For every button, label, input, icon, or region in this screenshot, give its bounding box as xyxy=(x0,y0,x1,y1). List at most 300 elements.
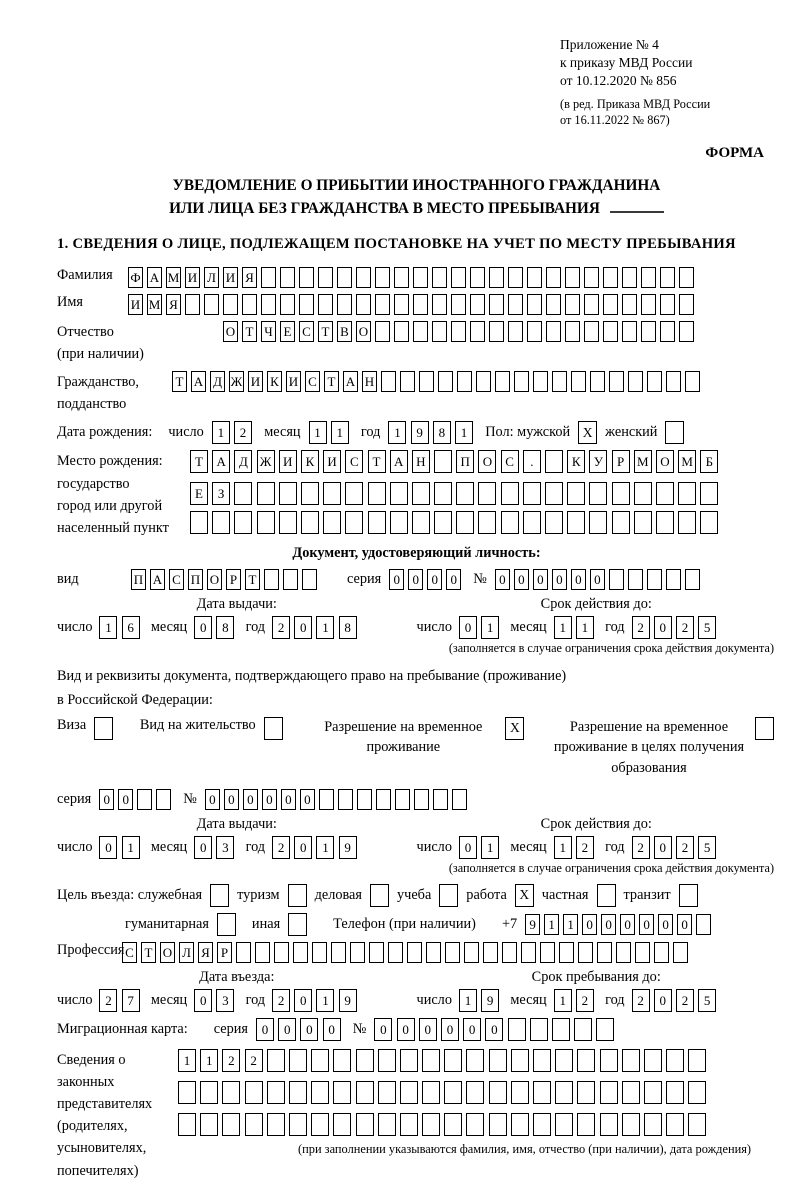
char-cell[interactable] xyxy=(508,1018,526,1041)
char-cell[interactable]: 0 xyxy=(194,836,212,859)
char-cell[interactable] xyxy=(375,267,390,288)
char-cell[interactable] xyxy=(261,294,276,315)
res-issue-day-cells[interactable] xyxy=(99,836,143,859)
char-cell[interactable] xyxy=(523,482,541,505)
char-cell[interactable] xyxy=(323,511,341,534)
char-cell[interactable]: А xyxy=(147,267,162,288)
legal-cells-row-2[interactable] xyxy=(178,1081,751,1104)
char-cell[interactable]: А xyxy=(343,371,358,392)
char-cell[interactable] xyxy=(200,1113,218,1136)
char-cell[interactable]: 2 xyxy=(632,836,650,859)
char-cell[interactable]: 0 xyxy=(485,1018,503,1041)
char-cell[interactable] xyxy=(280,267,295,288)
char-cell[interactable] xyxy=(660,321,675,342)
char-cell[interactable]: 0 xyxy=(300,1018,318,1041)
surname-cells[interactable] xyxy=(128,267,698,288)
char-cell[interactable] xyxy=(333,1049,351,1072)
char-cell[interactable]: 7 xyxy=(122,989,140,1012)
char-cell[interactable] xyxy=(483,942,498,963)
char-cell[interactable]: 6 xyxy=(122,616,140,639)
char-cell[interactable] xyxy=(279,511,297,534)
char-cell[interactable] xyxy=(533,1049,551,1072)
char-cell[interactable] xyxy=(204,294,219,315)
char-cell[interactable]: О xyxy=(356,321,371,342)
char-cell[interactable]: К xyxy=(567,450,585,473)
char-cell[interactable] xyxy=(567,482,585,505)
char-cell[interactable] xyxy=(333,1081,351,1104)
legal-cells-row-3[interactable] xyxy=(178,1113,751,1136)
char-cell[interactable] xyxy=(222,1113,240,1136)
char-cell[interactable] xyxy=(622,1113,640,1136)
char-cell[interactable] xyxy=(622,294,637,315)
char-cell[interactable] xyxy=(603,267,618,288)
char-cell[interactable] xyxy=(634,511,652,534)
char-cell[interactable]: П xyxy=(188,569,203,590)
char-cell[interactable] xyxy=(456,511,474,534)
char-cell[interactable] xyxy=(511,1113,529,1136)
char-cell[interactable] xyxy=(600,1113,618,1136)
char-cell[interactable] xyxy=(478,511,496,534)
char-cell[interactable] xyxy=(688,1113,706,1136)
char-cell[interactable] xyxy=(369,942,384,963)
char-cell[interactable] xyxy=(523,511,541,534)
char-cell[interactable]: 2 xyxy=(272,616,290,639)
char-cell[interactable] xyxy=(589,482,607,505)
char-cell[interactable]: 2 xyxy=(245,1049,263,1072)
purpose-transit-checkbox[interactable] xyxy=(679,884,698,907)
char-cell[interactable] xyxy=(577,1113,595,1136)
char-cell[interactable] xyxy=(301,482,319,505)
char-cell[interactable] xyxy=(400,1049,418,1072)
char-cell[interactable]: Ч xyxy=(261,321,276,342)
char-cell[interactable] xyxy=(678,511,696,534)
char-cell[interactable]: И xyxy=(185,267,200,288)
char-cell[interactable] xyxy=(654,942,669,963)
char-cell[interactable]: Н xyxy=(362,371,377,392)
char-cell[interactable] xyxy=(466,1081,484,1104)
char-cell[interactable] xyxy=(394,294,409,315)
char-cell[interactable] xyxy=(489,1113,507,1136)
char-cell[interactable]: 0 xyxy=(620,914,635,935)
char-cell[interactable] xyxy=(283,569,298,590)
char-cell[interactable]: 9 xyxy=(481,989,499,1012)
char-cell[interactable] xyxy=(635,942,650,963)
char-cell[interactable] xyxy=(375,321,390,342)
char-cell[interactable] xyxy=(567,511,585,534)
res-issue-year-cells[interactable] xyxy=(272,836,361,859)
char-cell[interactable]: С xyxy=(305,371,320,392)
char-cell[interactable]: 0 xyxy=(118,789,133,810)
residence-permit-checkbox[interactable] xyxy=(264,717,283,740)
char-cell[interactable] xyxy=(311,1081,329,1104)
char-cell[interactable] xyxy=(267,1113,285,1136)
char-cell[interactable]: 2 xyxy=(272,989,290,1012)
char-cell[interactable]: А xyxy=(150,569,165,590)
char-cell[interactable]: Т xyxy=(245,569,260,590)
char-cell[interactable]: Р xyxy=(226,569,241,590)
char-cell[interactable]: 0 xyxy=(463,1018,481,1041)
char-cell[interactable]: Н xyxy=(412,450,430,473)
char-cell[interactable] xyxy=(395,789,410,810)
char-cell[interactable] xyxy=(255,942,270,963)
char-cell[interactable] xyxy=(508,321,523,342)
purpose-study-checkbox[interactable] xyxy=(439,884,458,907)
char-cell[interactable] xyxy=(527,321,542,342)
char-cell[interactable]: И xyxy=(128,294,143,315)
char-cell[interactable] xyxy=(502,942,517,963)
char-cell[interactable] xyxy=(489,294,504,315)
char-cell[interactable]: Т xyxy=(368,450,386,473)
char-cell[interactable]: О xyxy=(160,942,175,963)
char-cell[interactable] xyxy=(673,942,688,963)
char-cell[interactable]: М xyxy=(166,267,181,288)
birthplace-cells-row-2[interactable] xyxy=(190,482,723,505)
char-cell[interactable]: О xyxy=(223,321,238,342)
char-cell[interactable] xyxy=(289,1049,307,1072)
char-cell[interactable] xyxy=(540,942,555,963)
char-cell[interactable] xyxy=(337,294,352,315)
char-cell[interactable] xyxy=(527,294,542,315)
stay-day-cells[interactable] xyxy=(459,989,503,1012)
char-cell[interactable]: 0 xyxy=(294,836,312,859)
char-cell[interactable] xyxy=(644,1113,662,1136)
char-cell[interactable]: 1 xyxy=(554,989,572,1012)
char-cell[interactable] xyxy=(222,1081,240,1104)
char-cell[interactable]: И xyxy=(286,371,301,392)
char-cell[interactable] xyxy=(451,321,466,342)
char-cell[interactable] xyxy=(628,569,643,590)
char-cell[interactable] xyxy=(434,511,452,534)
char-cell[interactable]: Е xyxy=(280,321,295,342)
char-cell[interactable]: О xyxy=(207,569,222,590)
id-issue-year-cells[interactable] xyxy=(272,616,361,639)
char-cell[interactable]: 1 xyxy=(316,836,334,859)
char-cell[interactable]: Д xyxy=(210,371,225,392)
char-cell[interactable]: 0 xyxy=(552,569,567,590)
char-cell[interactable]: Т xyxy=(318,321,333,342)
char-cell[interactable]: 2 xyxy=(99,989,117,1012)
char-cell[interactable] xyxy=(628,371,643,392)
char-cell[interactable] xyxy=(444,1049,462,1072)
sex-female-checkbox[interactable] xyxy=(665,421,684,444)
char-cell[interactable]: О xyxy=(656,450,674,473)
char-cell[interactable] xyxy=(616,942,631,963)
char-cell[interactable] xyxy=(476,371,491,392)
char-cell[interactable] xyxy=(422,1113,440,1136)
char-cell[interactable] xyxy=(400,1113,418,1136)
char-cell[interactable] xyxy=(376,789,391,810)
char-cell[interactable] xyxy=(565,267,580,288)
patronymic-cells[interactable] xyxy=(223,321,698,342)
char-cell[interactable] xyxy=(432,294,447,315)
char-cell[interactable] xyxy=(641,267,656,288)
char-cell[interactable] xyxy=(444,1113,462,1136)
char-cell[interactable]: 8 xyxy=(339,616,357,639)
char-cell[interactable] xyxy=(641,321,656,342)
char-cell[interactable] xyxy=(414,789,429,810)
birthplace-cells-row-3[interactable] xyxy=(190,511,723,534)
char-cell[interactable]: С xyxy=(169,569,184,590)
char-cell[interactable]: 0 xyxy=(590,569,605,590)
entry-month-cells[interactable] xyxy=(194,989,238,1012)
char-cell[interactable]: 0 xyxy=(408,569,423,590)
char-cell[interactable]: И xyxy=(248,371,263,392)
char-cell[interactable] xyxy=(660,267,675,288)
id-issue-day-cells[interactable] xyxy=(99,616,143,639)
char-cell[interactable] xyxy=(456,482,474,505)
char-cell[interactable]: 2 xyxy=(576,836,594,859)
char-cell[interactable] xyxy=(571,371,586,392)
char-cell[interactable] xyxy=(434,450,452,473)
char-cell[interactable] xyxy=(501,511,519,534)
purpose-other-checkbox[interactable] xyxy=(288,913,307,936)
profession-cells[interactable] xyxy=(122,942,692,963)
char-cell[interactable]: 0 xyxy=(459,616,477,639)
name-cells[interactable] xyxy=(128,294,698,315)
char-cell[interactable]: Я xyxy=(242,267,257,288)
char-cell[interactable] xyxy=(311,1113,329,1136)
char-cell[interactable]: Ф xyxy=(128,267,143,288)
char-cell[interactable] xyxy=(521,942,536,963)
char-cell[interactable] xyxy=(257,482,275,505)
char-cell[interactable] xyxy=(432,321,447,342)
char-cell[interactable] xyxy=(470,294,485,315)
res-valid-month-cells[interactable] xyxy=(554,836,598,859)
char-cell[interactable] xyxy=(656,511,674,534)
char-cell[interactable] xyxy=(584,267,599,288)
char-cell[interactable]: 2 xyxy=(676,989,694,1012)
char-cell[interactable] xyxy=(584,294,599,315)
char-cell[interactable]: 0 xyxy=(677,914,692,935)
char-cell[interactable] xyxy=(584,321,599,342)
visa-checkbox[interactable] xyxy=(94,717,113,740)
char-cell[interactable] xyxy=(530,1018,548,1041)
char-cell[interactable]: Ж xyxy=(229,371,244,392)
char-cell[interactable] xyxy=(666,1081,684,1104)
char-cell[interactable] xyxy=(451,294,466,315)
char-cell[interactable]: Я xyxy=(166,294,181,315)
char-cell[interactable]: 1 xyxy=(309,421,327,444)
char-cell[interactable] xyxy=(666,1049,684,1072)
char-cell[interactable]: 0 xyxy=(495,569,510,590)
birth-month-cells[interactable] xyxy=(309,421,353,444)
char-cell[interactable] xyxy=(394,321,409,342)
doc-type-cells[interactable] xyxy=(131,569,321,590)
char-cell[interactable]: 1 xyxy=(178,1049,196,1072)
res-valid-year-cells[interactable] xyxy=(632,836,721,859)
char-cell[interactable]: В xyxy=(337,321,352,342)
purpose-business-trip-checkbox[interactable] xyxy=(210,884,229,907)
char-cell[interactable] xyxy=(432,267,447,288)
char-cell[interactable] xyxy=(574,1018,592,1041)
char-cell[interactable] xyxy=(533,1081,551,1104)
char-cell[interactable] xyxy=(331,942,346,963)
char-cell[interactable]: И xyxy=(323,450,341,473)
char-cell[interactable] xyxy=(578,942,593,963)
char-cell[interactable] xyxy=(185,294,200,315)
char-cell[interactable]: 0 xyxy=(459,836,477,859)
char-cell[interactable] xyxy=(596,1018,614,1041)
char-cell[interactable] xyxy=(514,371,529,392)
char-cell[interactable] xyxy=(426,942,441,963)
char-cell[interactable]: К xyxy=(267,371,282,392)
char-cell[interactable] xyxy=(696,914,711,935)
char-cell[interactable] xyxy=(178,1081,196,1104)
char-cell[interactable] xyxy=(501,482,519,505)
char-cell[interactable] xyxy=(311,1049,329,1072)
char-cell[interactable]: Т xyxy=(324,371,339,392)
char-cell[interactable] xyxy=(600,1081,618,1104)
char-cell[interactable]: 0 xyxy=(654,616,672,639)
char-cell[interactable] xyxy=(318,294,333,315)
char-cell[interactable]: 2 xyxy=(632,989,650,1012)
char-cell[interactable] xyxy=(511,1049,529,1072)
char-cell[interactable]: 1 xyxy=(212,421,230,444)
char-cell[interactable] xyxy=(242,294,257,315)
char-cell[interactable] xyxy=(422,1049,440,1072)
char-cell[interactable]: С xyxy=(345,450,363,473)
char-cell[interactable]: 0 xyxy=(639,914,654,935)
char-cell[interactable]: 0 xyxy=(262,789,277,810)
char-cell[interactable] xyxy=(289,1113,307,1136)
char-cell[interactable] xyxy=(622,267,637,288)
char-cell[interactable]: 0 xyxy=(427,569,442,590)
char-cell[interactable]: Ж xyxy=(257,450,275,473)
char-cell[interactable] xyxy=(533,1113,551,1136)
char-cell[interactable] xyxy=(356,267,371,288)
char-cell[interactable] xyxy=(688,1081,706,1104)
char-cell[interactable] xyxy=(577,1049,595,1072)
char-cell[interactable] xyxy=(666,371,681,392)
char-cell[interactable] xyxy=(597,942,612,963)
char-cell[interactable] xyxy=(434,482,452,505)
char-cell[interactable]: 1 xyxy=(388,421,406,444)
res-issue-month-cells[interactable] xyxy=(194,836,238,859)
char-cell[interactable] xyxy=(293,942,308,963)
char-cell[interactable]: А xyxy=(390,450,408,473)
char-cell[interactable] xyxy=(555,1113,573,1136)
char-cell[interactable] xyxy=(289,1081,307,1104)
char-cell[interactable] xyxy=(644,1049,662,1072)
char-cell[interactable]: 0 xyxy=(533,569,548,590)
char-cell[interactable]: Д xyxy=(234,450,252,473)
char-cell[interactable] xyxy=(577,1081,595,1104)
char-cell[interactable] xyxy=(555,1049,573,1072)
char-cell[interactable]: 5 xyxy=(698,616,716,639)
char-cell[interactable] xyxy=(444,1081,462,1104)
char-cell[interactable]: 1 xyxy=(481,616,499,639)
char-cell[interactable] xyxy=(178,1113,196,1136)
char-cell[interactable] xyxy=(390,511,408,534)
char-cell[interactable] xyxy=(357,789,372,810)
char-cell[interactable]: Т xyxy=(141,942,156,963)
char-cell[interactable]: 0 xyxy=(99,789,114,810)
char-cell[interactable] xyxy=(200,1081,218,1104)
char-cell[interactable]: З xyxy=(212,482,230,505)
char-cell[interactable]: П xyxy=(131,569,146,590)
doc-number-cells[interactable] xyxy=(495,569,704,590)
char-cell[interactable]: 0 xyxy=(294,989,312,1012)
char-cell[interactable] xyxy=(678,482,696,505)
id-valid-year-cells[interactable] xyxy=(632,616,721,639)
char-cell[interactable] xyxy=(590,371,605,392)
char-cell[interactable] xyxy=(333,1113,351,1136)
char-cell[interactable]: 0 xyxy=(256,1018,274,1041)
char-cell[interactable] xyxy=(622,321,637,342)
char-cell[interactable]: Е xyxy=(190,482,208,505)
char-cell[interactable] xyxy=(466,1049,484,1072)
char-cell[interactable]: 1 xyxy=(554,836,572,859)
char-cell[interactable]: 2 xyxy=(222,1049,240,1072)
char-cell[interactable]: 0 xyxy=(654,989,672,1012)
char-cell[interactable]: 0 xyxy=(281,789,296,810)
char-cell[interactable] xyxy=(508,267,523,288)
char-cell[interactable]: 3 xyxy=(216,989,234,1012)
char-cell[interactable] xyxy=(451,267,466,288)
char-cell[interactable]: Р xyxy=(217,942,232,963)
char-cell[interactable] xyxy=(279,482,297,505)
char-cell[interactable] xyxy=(565,294,580,315)
purpose-private-checkbox[interactable] xyxy=(597,884,616,907)
char-cell[interactable] xyxy=(533,371,548,392)
char-cell[interactable] xyxy=(368,511,386,534)
char-cell[interactable] xyxy=(378,1113,396,1136)
char-cell[interactable] xyxy=(679,267,694,288)
char-cell[interactable] xyxy=(264,569,279,590)
char-cell[interactable] xyxy=(318,267,333,288)
char-cell[interactable] xyxy=(622,1081,640,1104)
char-cell[interactable] xyxy=(495,371,510,392)
char-cell[interactable]: П xyxy=(456,450,474,473)
id-valid-month-cells[interactable] xyxy=(554,616,598,639)
char-cell[interactable]: 1 xyxy=(455,421,473,444)
char-cell[interactable]: 1 xyxy=(481,836,499,859)
char-cell[interactable]: Т xyxy=(242,321,257,342)
char-cell[interactable] xyxy=(489,321,504,342)
char-cell[interactable]: 1 xyxy=(122,836,140,859)
char-cell[interactable] xyxy=(565,321,580,342)
char-cell[interactable]: 0 xyxy=(441,1018,459,1041)
char-cell[interactable] xyxy=(552,371,567,392)
char-cell[interactable]: 9 xyxy=(339,836,357,859)
char-cell[interactable]: 9 xyxy=(525,914,540,935)
char-cell[interactable] xyxy=(559,942,574,963)
char-cell[interactable]: 9 xyxy=(339,989,357,1012)
char-cell[interactable]: С xyxy=(501,450,519,473)
res-number-cells[interactable] xyxy=(205,789,471,810)
char-cell[interactable] xyxy=(299,267,314,288)
mig-number-cells[interactable] xyxy=(374,1018,618,1041)
char-cell[interactable] xyxy=(400,371,415,392)
char-cell[interactable]: 0 xyxy=(514,569,529,590)
char-cell[interactable] xyxy=(685,569,700,590)
char-cell[interactable] xyxy=(223,294,238,315)
char-cell[interactable]: Л xyxy=(204,267,219,288)
stay-month-cells[interactable] xyxy=(554,989,598,1012)
res-valid-day-cells[interactable] xyxy=(459,836,503,859)
char-cell[interactable]: 9 xyxy=(411,421,429,444)
legal-cells-row-1[interactable] xyxy=(178,1049,751,1072)
char-cell[interactable] xyxy=(245,1081,263,1104)
char-cell[interactable] xyxy=(589,511,607,534)
char-cell[interactable]: С xyxy=(122,942,137,963)
char-cell[interactable]: Л xyxy=(179,942,194,963)
birth-day-cells[interactable] xyxy=(212,421,256,444)
char-cell[interactable]: 1 xyxy=(316,616,334,639)
purpose-tourism-checkbox[interactable] xyxy=(288,884,307,907)
res-series-cells[interactable] xyxy=(99,789,175,810)
char-cell[interactable] xyxy=(338,789,353,810)
